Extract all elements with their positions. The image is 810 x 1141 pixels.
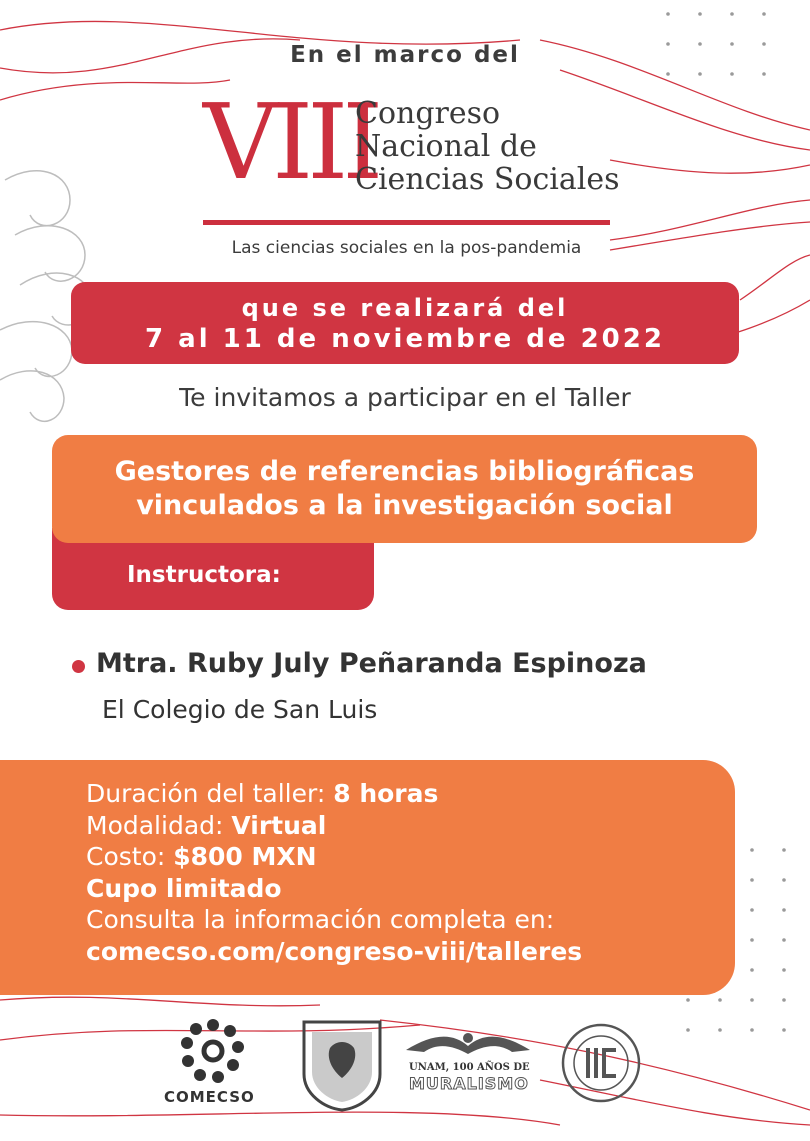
instructor-institution: El Colegio de San Luis xyxy=(102,695,378,724)
cost-row xyxy=(86,841,582,873)
instructor-label: Instructora: xyxy=(127,562,281,588)
congress-number: VIII xyxy=(203,81,378,203)
duration-value: 8 horas xyxy=(333,779,439,808)
muralismo-logo-icon xyxy=(402,1028,534,1062)
slogan: Las ciencias sociales en la pos-pandemia xyxy=(231,238,582,258)
dates-banner xyxy=(71,282,739,364)
congress-name-line1: Congreso xyxy=(355,96,501,131)
dates-line1: que se realizará del xyxy=(241,294,569,322)
unam-shield-icon xyxy=(300,1018,384,1112)
info-box xyxy=(0,760,735,995)
workshop-title-box xyxy=(52,435,757,543)
iiec-seal-icon xyxy=(560,1022,642,1104)
mode-row xyxy=(86,810,582,842)
bullet-icon xyxy=(72,660,85,673)
muralismo-line1: UNAM, 100 AÑOS DE xyxy=(409,1062,530,1073)
consult-text: Consulta la información completa en: xyxy=(86,905,555,934)
instructor-name: Mtra. Ruby July Peñaranda Espinoza xyxy=(96,648,647,679)
congress-name-line2: Nacional de xyxy=(355,129,537,164)
cost-value: $800 MXN xyxy=(173,842,317,871)
limited-seats: Cupo limitado xyxy=(86,873,282,903)
info-url[interactable]: comecso.com/congreso-viii/talleres xyxy=(86,936,583,966)
muralismo-line2: MURALISMO xyxy=(409,1074,529,1093)
divider xyxy=(203,220,610,225)
comecso-logo-icon xyxy=(178,1015,248,1090)
cost-label: Costo: xyxy=(86,842,174,871)
dates-line2: 7 al 11 de noviembre de 2022 xyxy=(145,324,665,354)
congress-name-line3: Ciencias Sociales xyxy=(355,162,620,197)
invitation-text: Te invitamos a participar en el Taller xyxy=(179,383,631,412)
workshop-title-line1: Gestores de referencias bibliográficas xyxy=(114,456,695,487)
logos-row xyxy=(0,1010,810,1130)
comecso-logo-text: COMECSO xyxy=(164,1088,255,1106)
mode-value: Virtual xyxy=(231,810,327,840)
duration-label: Duración del taller: xyxy=(86,779,334,808)
duration-row xyxy=(86,778,582,810)
mode-label: Modalidad: xyxy=(86,810,232,840)
congress-name xyxy=(355,97,619,196)
workshop-title-line2: vinculados a la investigación social xyxy=(136,490,673,521)
intro-text: En el marco del xyxy=(290,42,520,68)
